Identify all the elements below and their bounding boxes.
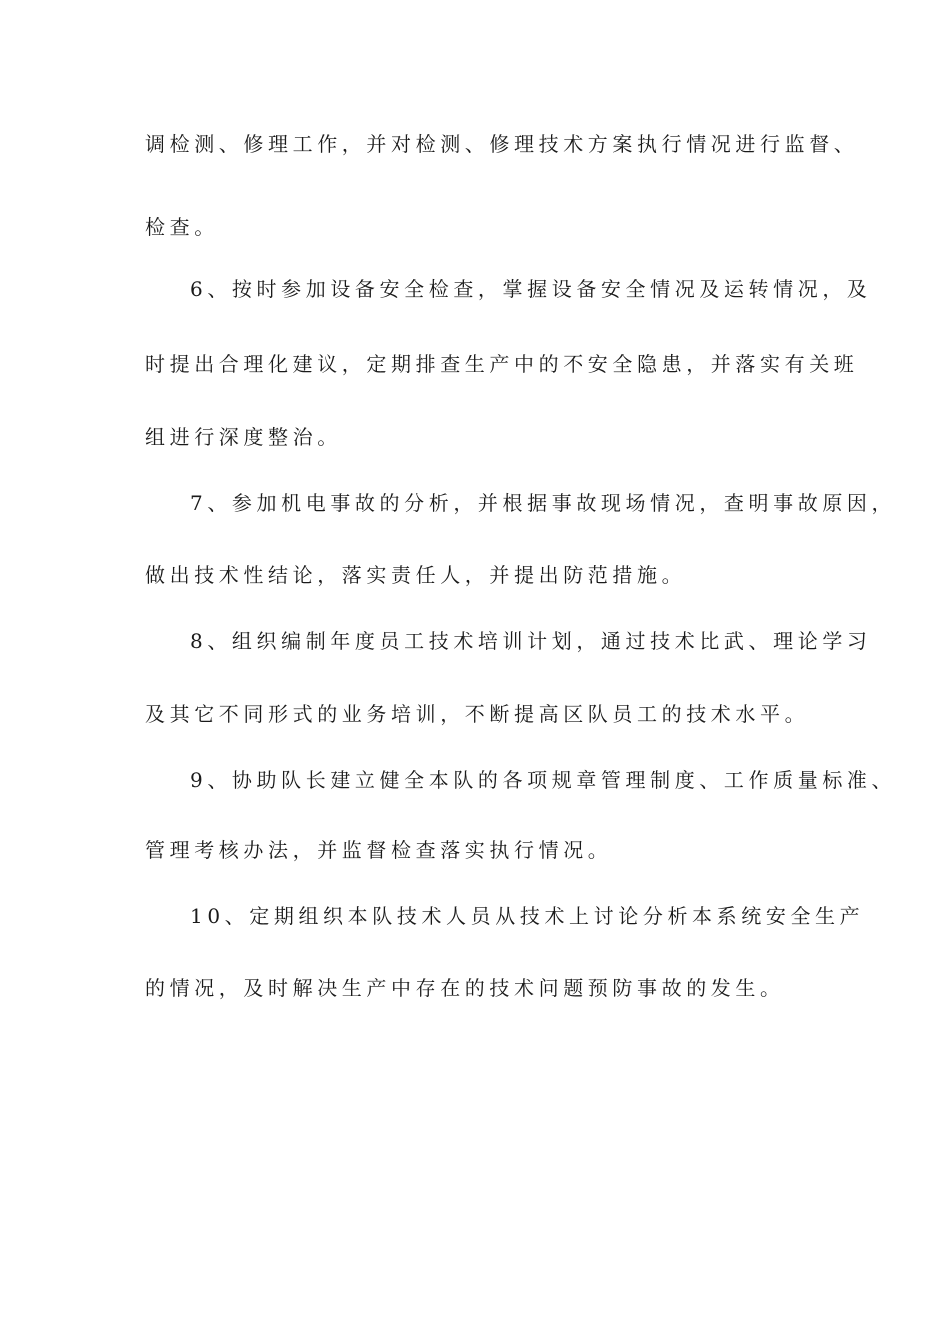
text-line: 做出技术性结论，落实责任人，并提出防范措施。 [145,563,687,587]
text-line: 组进行深度整治。 [145,425,342,449]
text-line: 及其它不同形式的业务培训，不断提高区队员工的技术水平。 [145,702,810,726]
text-line: 检查。 [145,215,219,239]
text-line: 时提出合理化建议，定期排查生产中的不安全隐患，并落实有关班 [145,352,859,376]
paragraph-10-start: 10、定期组织本队技术人员从技术上讨论分析本系统安全生产 [190,904,865,928]
text-line: 的情况，及时解决生产中存在的技术问题预防事故的发生。 [145,976,785,1000]
paragraph-6-start: 6、按时参加设备安全检查，掌握设备安全情况及运转情况，及 [190,277,872,301]
paragraph-7-start: 7、参加机电事故的分析，并根据事故现场情况，查明事故原因， [190,491,897,515]
paragraph-9-start: 9、协助队长建立健全本队的各项规章管理制度、工作质量标准、 [190,768,897,792]
text-line: 管理考核办法，并监督检查落实执行情况。 [145,838,613,862]
text-line: 调检测、修理工作，并对检测、修理技术方案执行情况进行监督、 [145,132,859,156]
paragraph-8-start: 8、组织编制年度员工技术培训计划，通过技术比武、理论学习 [190,629,872,653]
